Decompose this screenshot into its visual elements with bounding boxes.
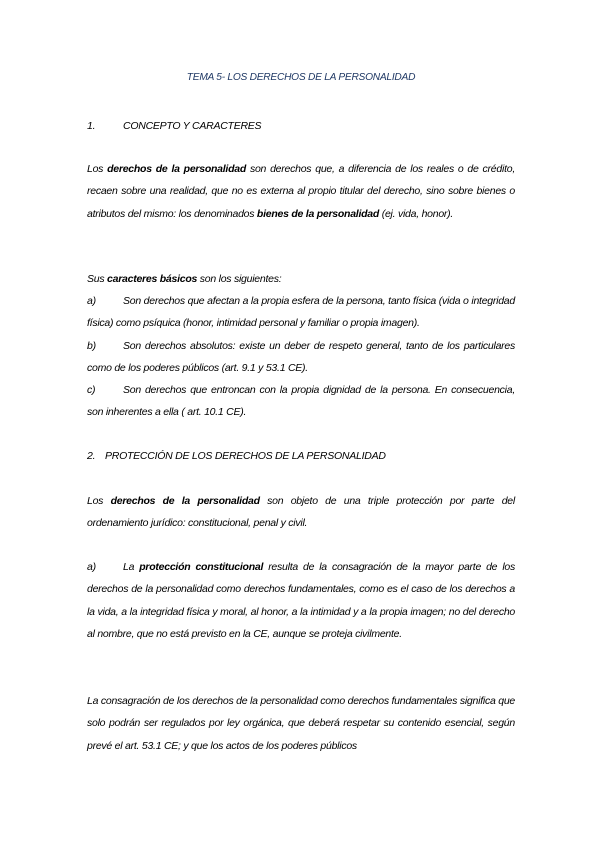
section-2-heading xyxy=(87,450,515,462)
section-2-number: 2. xyxy=(87,450,96,462)
bold-term: derechos de la personalidad xyxy=(110,495,260,507)
text-run: son derechos que, a diferencia de los reales o de crédito, recaen sobre una realidad, que no es externa al propio titular del derecho, sino sobre bienes o atributos del mismo: los denominados xyxy=(87,163,515,220)
text-run: Sus xyxy=(87,273,108,285)
text-run: son objeto de una triple protección por parte del ordenamiento jurídico: constitucional, penal y civil. xyxy=(87,495,515,530)
section-1-title: CONCEPTO Y CARACTERES xyxy=(123,120,262,132)
list-item-text: Son derechos que entroncan con la propia dignidad de la persona. En consecuencia, son inherentes a ella ( art. 10.1 CE). xyxy=(87,384,515,419)
list-item-a xyxy=(87,290,515,335)
bold-term: bienes de la personalidad xyxy=(256,207,380,220)
list-item-text: Son derechos absolutos: existe un deber de respeto general, tanto de los particulares como de los poderes públicos (art. 9.1 y 53.1 CE). xyxy=(87,340,515,375)
section-2-paragraph-2 xyxy=(87,556,515,645)
text-run: Los xyxy=(87,495,111,507)
section-2-paragraph-3: La consagración de los derechos de la personalidad como derechos fundamentales significa que solo podrán ser regulados por ley orgánica, que deberá respetar su contenido esencial, según prevé el art. 53.1 CE; y que los actos de los poderes públicos xyxy=(87,695,515,752)
text-run: La xyxy=(123,561,140,573)
section-1-heading xyxy=(87,120,515,132)
list-marker: c) xyxy=(87,384,96,396)
document-title: TEMA 5- LOS DERECHOS DE LA PERSONALIDAD xyxy=(186,72,416,83)
bold-term: derechos de la personalidad xyxy=(107,163,247,175)
section-1-paragraph-2 xyxy=(87,268,515,290)
section-1-number: 1. xyxy=(87,120,96,132)
section-2-paragraph-1 xyxy=(87,490,515,535)
text-run: son los siguientes: xyxy=(197,273,282,285)
list-marker: a) xyxy=(87,561,96,573)
text-run: (ej. vida, honor). xyxy=(379,207,454,220)
list-item-text: Son derechos que afectan a la propia esfera de la persona, tanto física (vida o integridad física) como psíquica (honor, intimidad personal y familiar o propia imagen). xyxy=(87,295,515,330)
list-item-b xyxy=(87,335,515,380)
bold-term: caracteres básicos xyxy=(107,273,198,285)
text-run: resulta de la consagración de la mayor parte de los derechos de la personalidad como derechos fundamentales, como es el caso de los derechos a la vida, a la integridad física y moral, al honor, a la intimidad y a la propia imagen; no del derecho al nombre, que no está previsto en la CE, aunque se proteja civilmente. xyxy=(87,561,515,640)
text-run: Los xyxy=(87,163,108,175)
bold-term: protección constitucional xyxy=(139,561,264,573)
section-1-paragraph-1 xyxy=(87,158,515,225)
section-2-title: PROTECCIÓN DE LOS DERECHOS DE LA PERSONALIDAD xyxy=(105,450,386,462)
list-item-c xyxy=(87,379,515,424)
list-marker: a) xyxy=(87,295,96,307)
list-marker: b) xyxy=(87,340,96,352)
